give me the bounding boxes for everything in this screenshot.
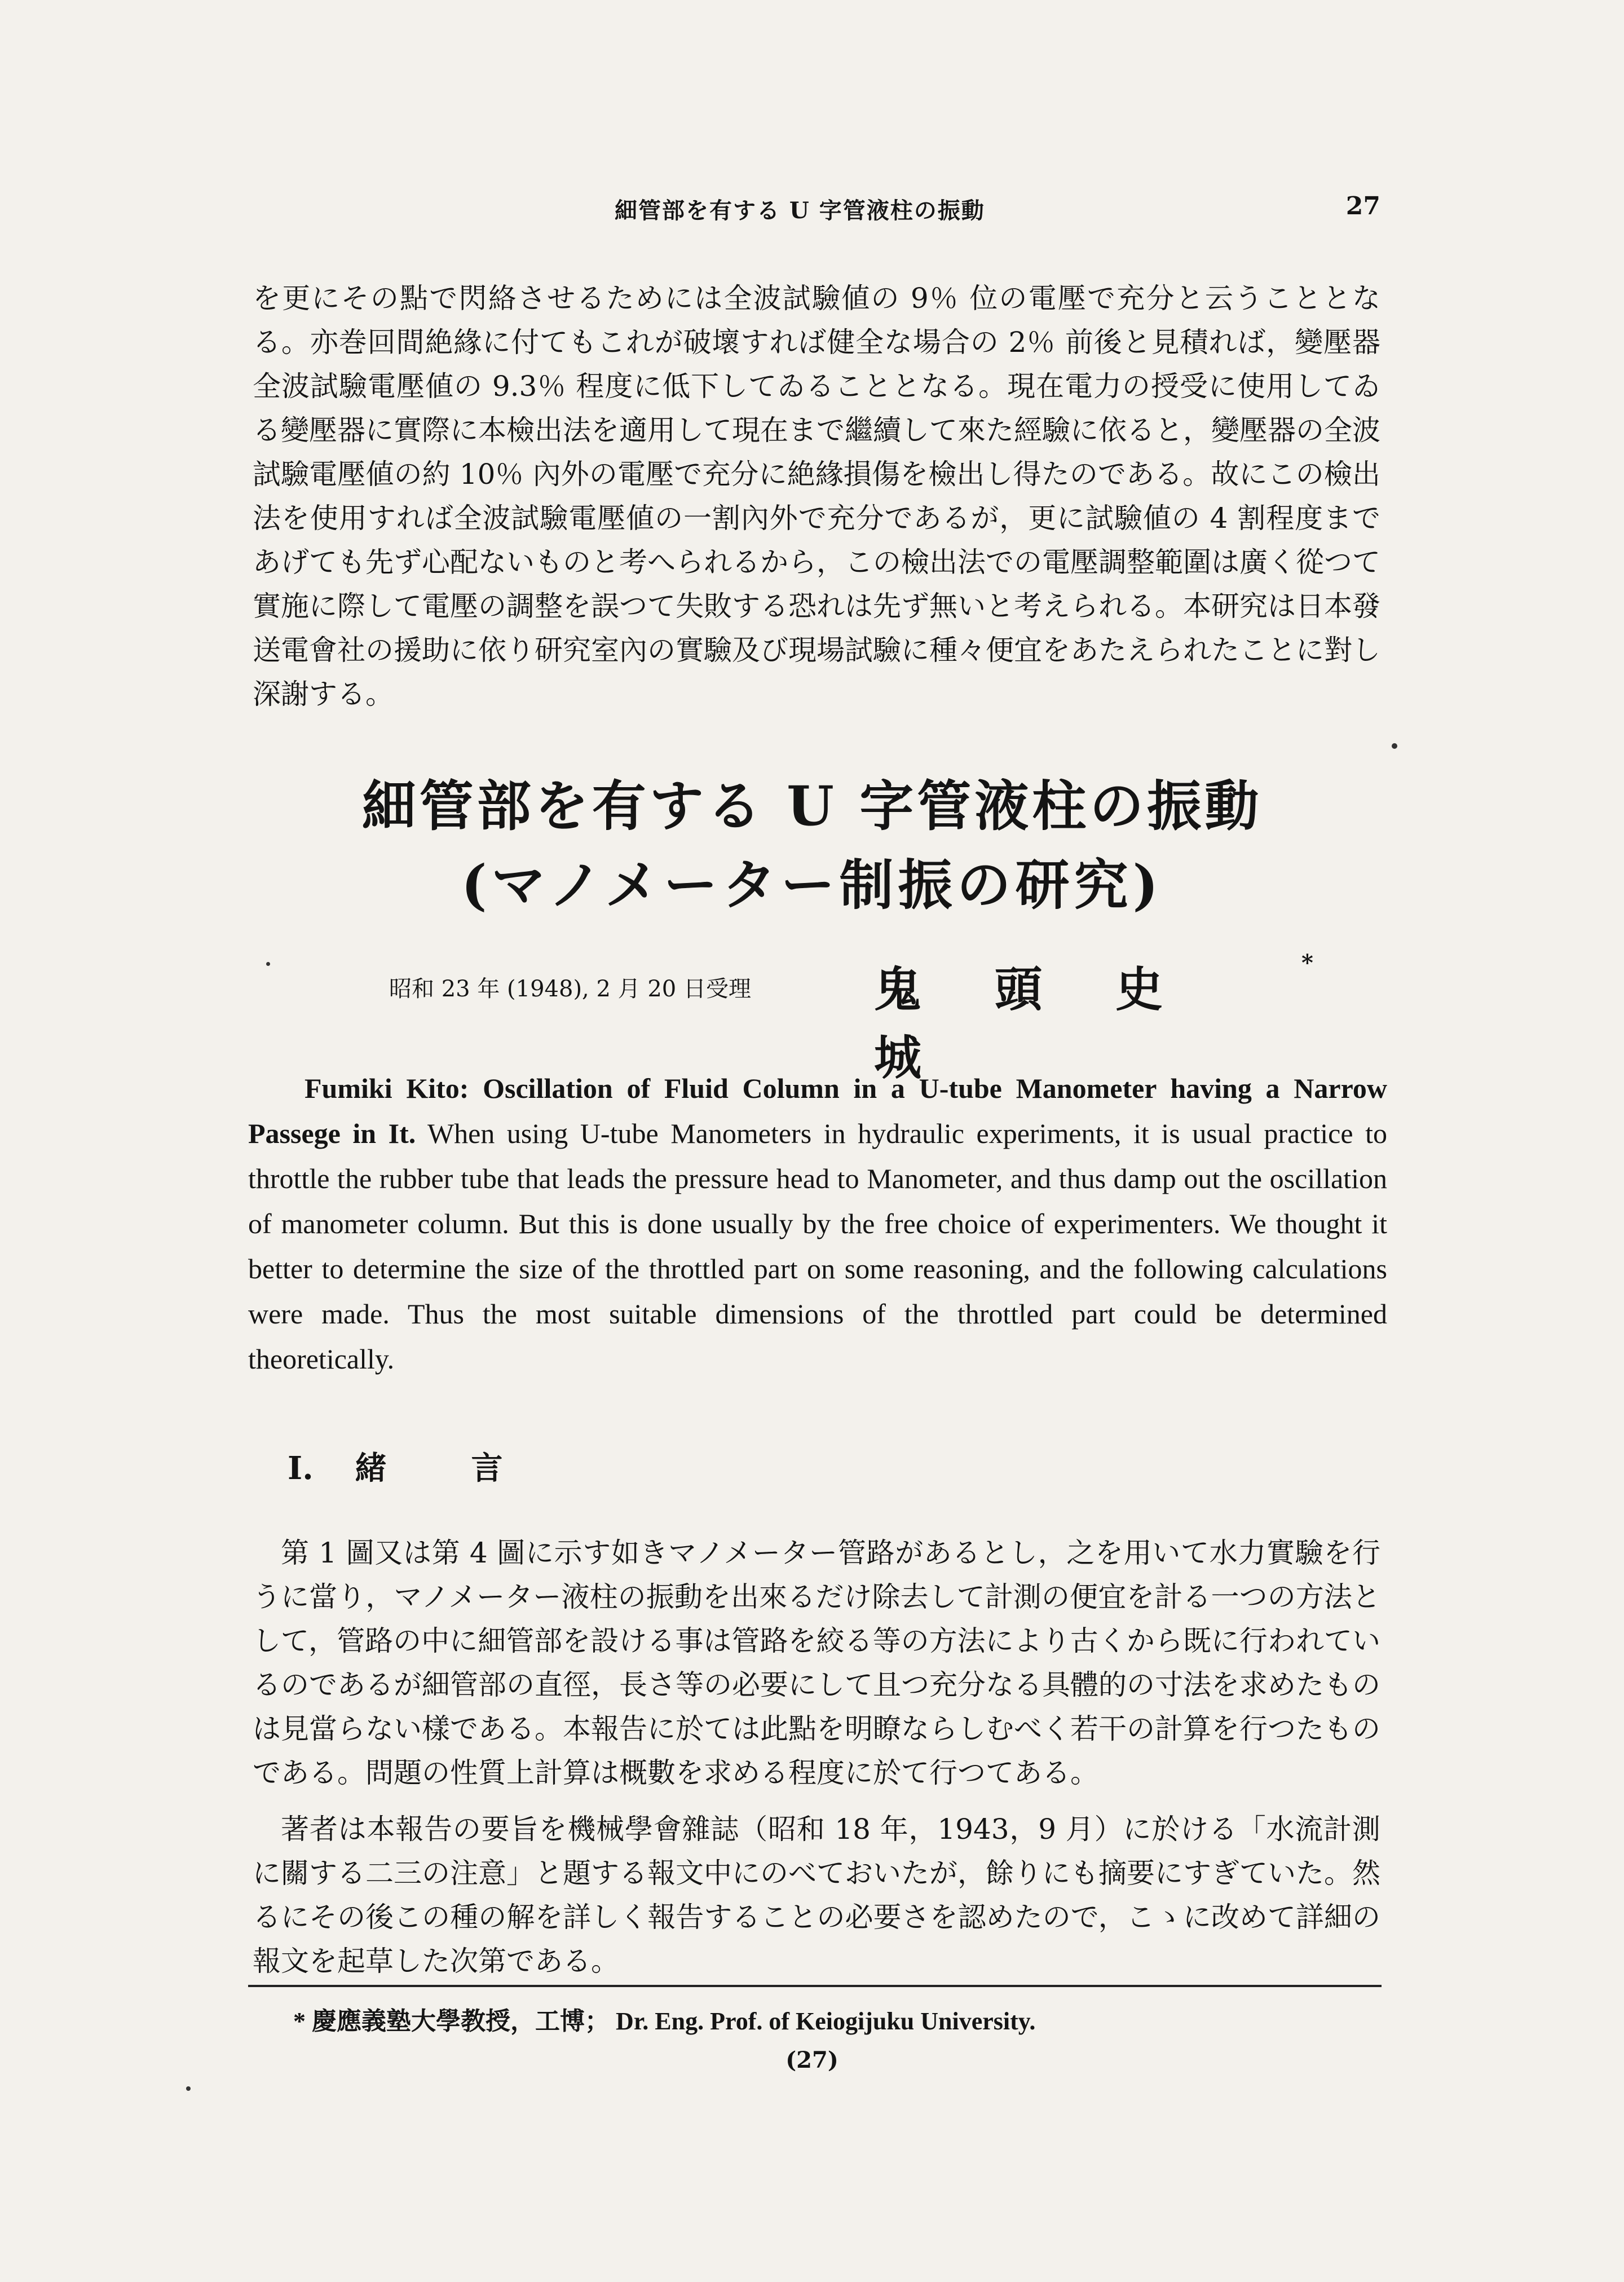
section-heading [288,1444,588,1489]
english-abstract [248,1066,1387,1381]
received-date: 昭和 23 年 (1948), 2 月 20 日受理 [389,976,751,1002]
abstract-body: When using U-tube Manometers in hydraulic experiments, it is usual practice to throttle the rubber tube that leads the pressure head to Manometer, and thus damp out the oscillation of manometer column. But this is done usually by the free choice of experimenters. We thought it better to determine the size of the throttled part on some reasoning, and the following calculations were made. Thus the most suitable dimensions of the throttled part could be determined theoretically. [248,1118,1387,1375]
continuation-paragraph: を更にその點で閃絡させるためには全波試驗値の 9％ 位の電壓で充分と云うこととなる。亦巻回間絶緣に付てもこれが破壞すれば健全な場合の 2％ 前後と見積れば，變壓器全波試驗電壓値の 9.3％ 程度に低下してゐることとなる。現在電力の授受に使用してゐる變壓器に實際に本檢出法を適用して現在まで繼續して來た經驗に依ると，變壓器の全波試驗電壓値の約 10％ 內外の電壓で充分に絶緣損傷を檢出し得たのである。故にこの檢出法を使用すれば全波試驗電壓値の一割內外で充分であるが，更に試驗値の 4 割程度まであげても先ず心配ないものと考へられるから，この檢出法での電壓調整範圍は廣く從つて實施に際して電壓の調整を誤つて失敗する恐れは先ず無いと考えられる。本研究は日本發送電會社の援助に依り研究室內の實驗及び現場試驗に種々便宜をあたえられたことに對し深謝する。 [253,282,1380,710]
running-title: 細管部を有する U 字管液柱の振動 [615,197,985,224]
article-title-block [0,773,1624,919]
page-number-footer: (27) [785,2047,839,2073]
article-title: 細管部を有する U 字管液柱の振動 [361,774,1263,838]
scan-speck [186,2086,191,2091]
byline [389,950,1336,1085]
article-subtitle: (マノメーター制振の研究) [461,853,1163,917]
footnote-divider [248,1985,1382,1987]
page-number: 27 [1345,192,1380,220]
author-footnote: * 慶應義塾大學教授，工博； Dr. Eng. Prof. of Keiogijuku University. [293,2007,1036,2035]
scan-speck [266,962,270,966]
section-title: 緒言 [355,1450,588,1487]
abstract-heading: Fumiki Kito: Oscillation of Fluid Column in a U-tube Manometer having a Narrow Passege in It. [248,1072,1387,1149]
section-number: I. [288,1450,314,1487]
author-name: 鬼頭史城 [874,961,1237,1085]
author-footnote-mark: * [1301,950,1313,976]
intro-paragraph-2: 著者は本報告の要旨を機械學會雜誌（昭和 18 年，1943，9 月）に於ける「水流計測に關する二三の注意」と題する報文中にのべておいたが，餘りにも摘要にすぎていた。然るにその後この種の解を詳しく報告することの必要さを認めたので，こゝに改めて詳細の報文を起草した次第である。 [253,1813,1380,1978]
intro-paragraph-1: 第 1 圖又は第 4 圖に示す如きマノメーター管路があるとし，之を用いて水力實驗を行うに當り，マノメーター液柱の振動を出來るだけ除去して計測の便宜を計る一つの方法として，管路の中に細管部を設ける事は管路を絞る等の方法により古くから既に行われているのであるが細管部の直徑，長さ等の必要にして且つ充分なる具體的の寸法を求めたものは見當らない樣である。本報告に於ては此點を明瞭ならしむべく若干の計算を行つたものである。問題の性質上計算は概數を求める程度に於て行つてある。 [253,1537,1380,1789]
scan-speck [1392,743,1397,749]
